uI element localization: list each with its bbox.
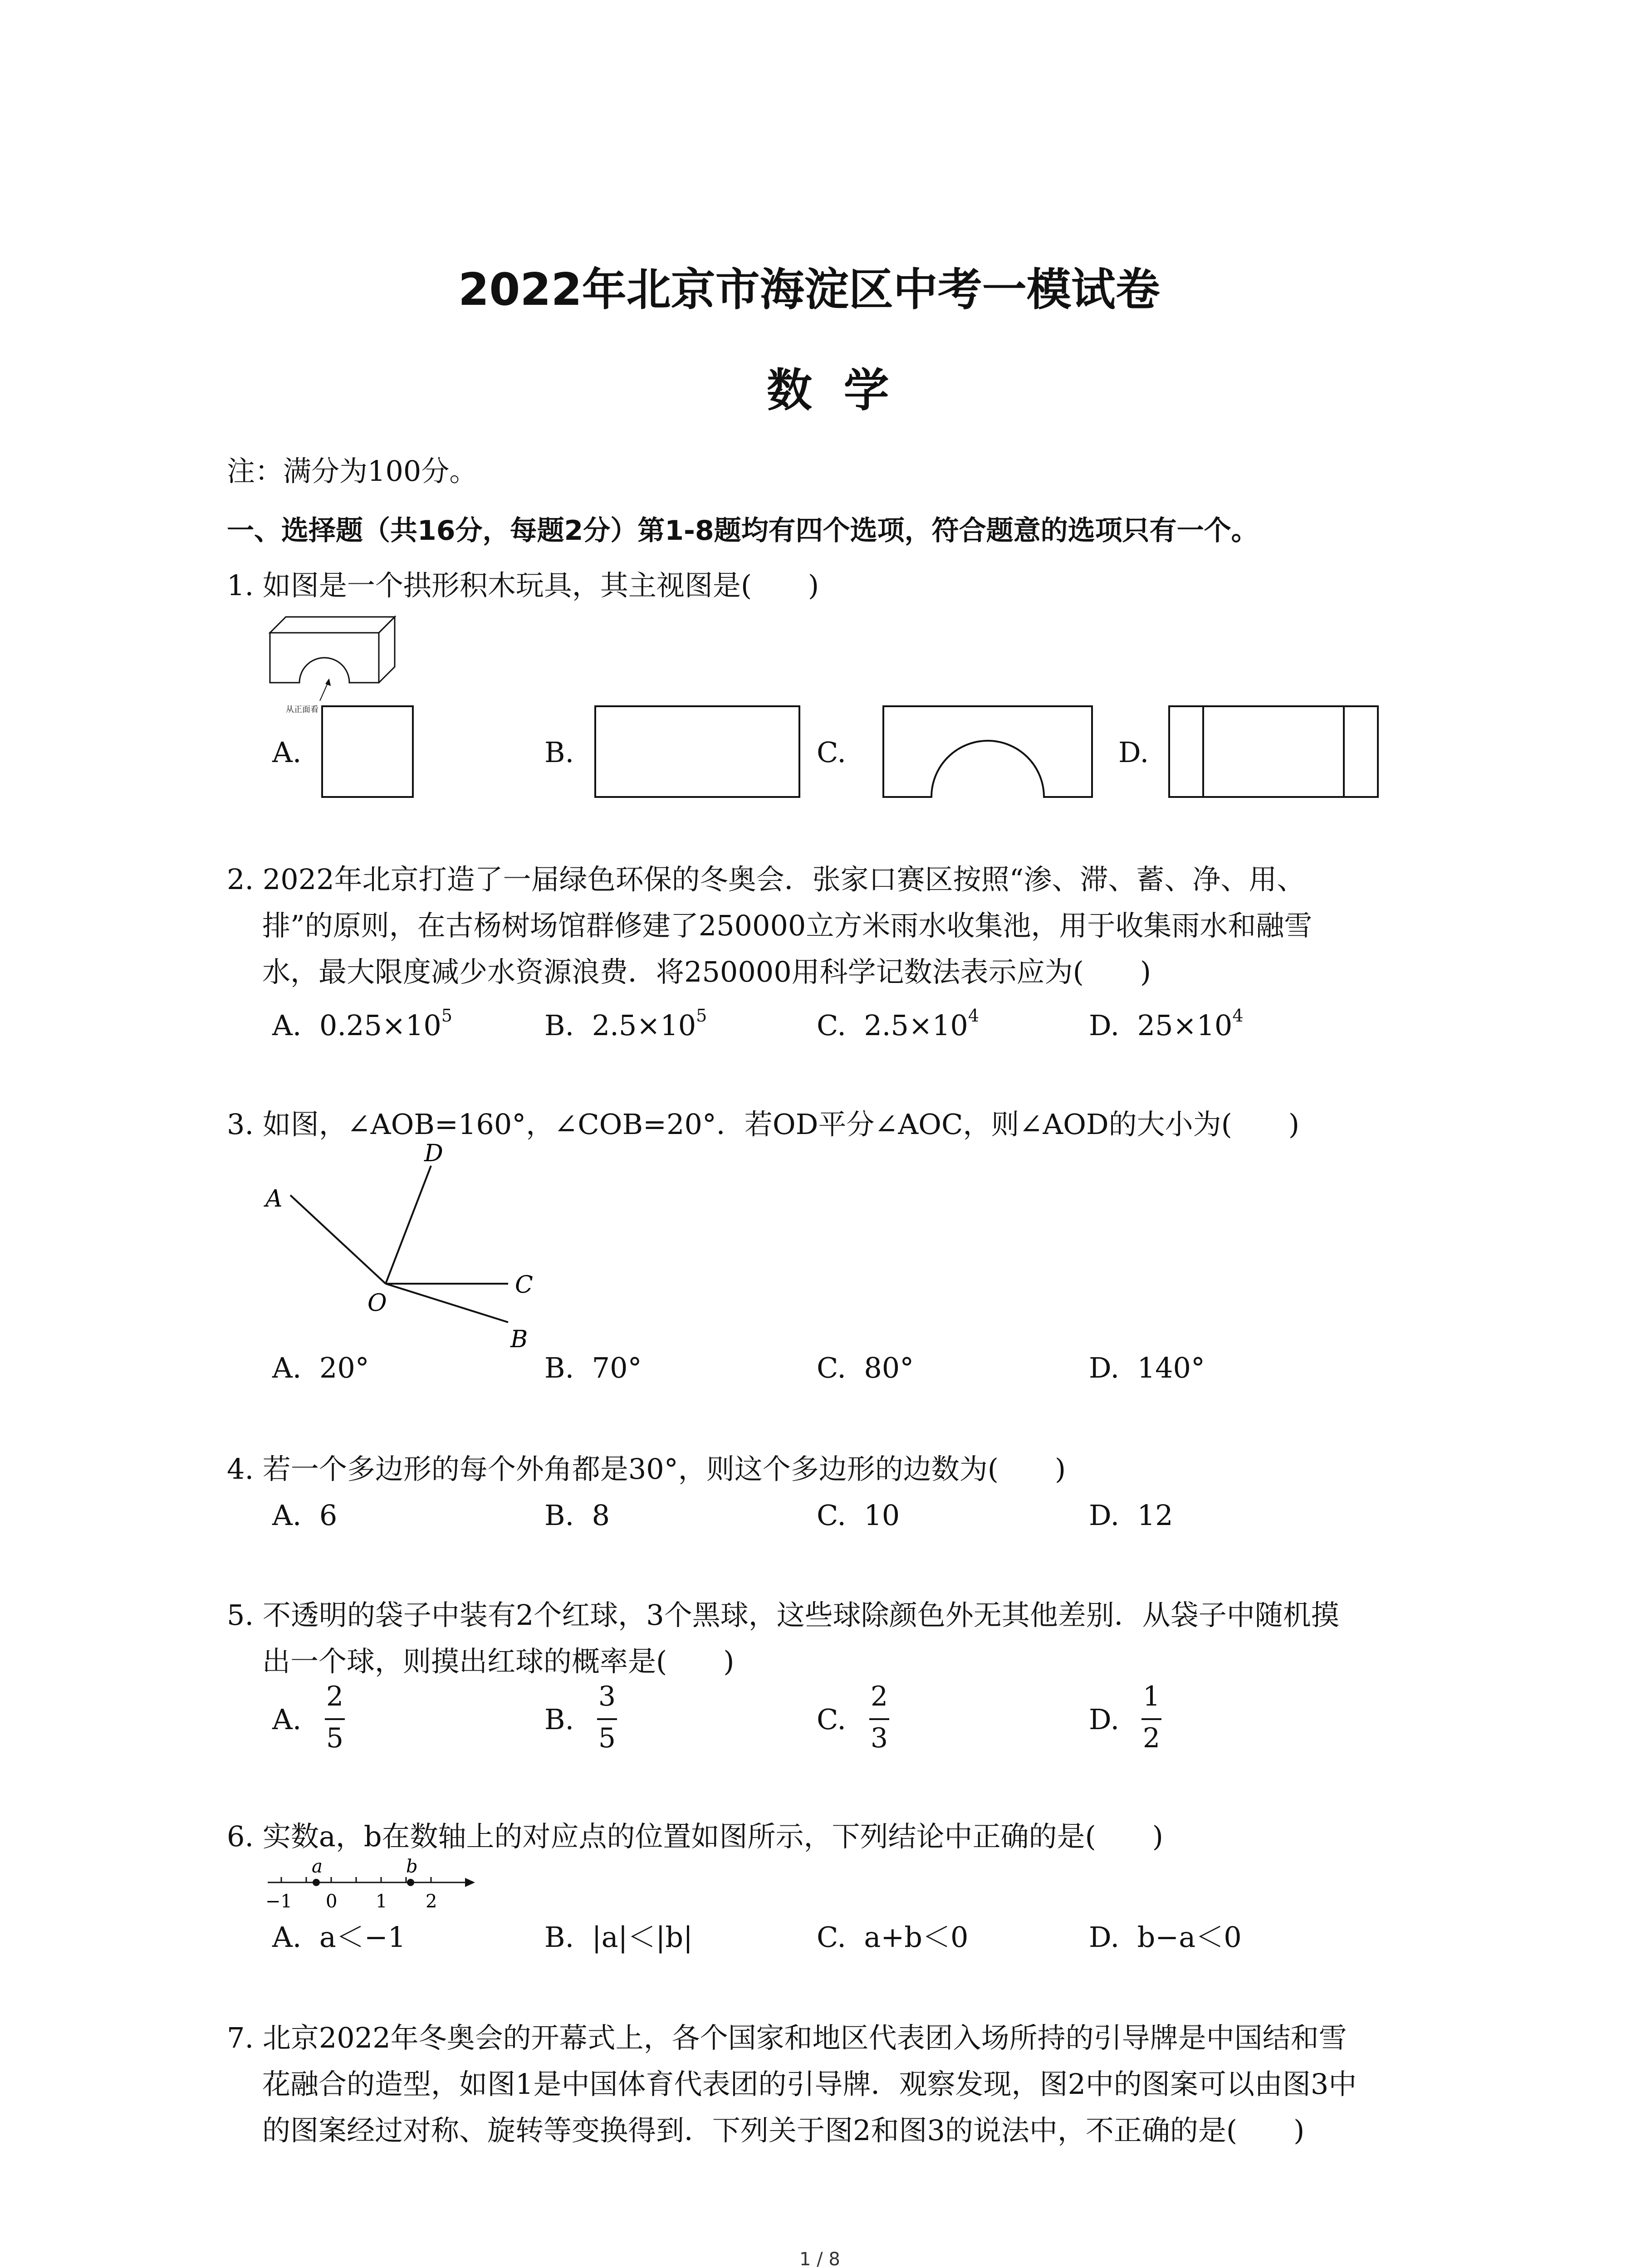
q7-line-2: 花融合的造型，如图1是中国体育代表团的引导牌．观察发现，图2中的图案可以由图3中	[262, 2068, 1357, 2101]
q6-tick-neg1: −1	[265, 1891, 292, 1912]
q4-option-c: C. 10	[817, 1499, 900, 1532]
q1-option-c-shape	[882, 705, 1096, 801]
q4-stem: 4. 若一个多边形的每个外角都是30°，则这个多边形的边数为( )	[227, 1452, 1066, 1486]
q4-option-d: D. 12	[1089, 1499, 1173, 1532]
q5-option-c-den: 3	[870, 1722, 888, 1754]
subject-title: 数 学	[767, 364, 889, 417]
q1-option-b: B.	[544, 736, 574, 769]
q2-line-2: 排”的原则，在古杨树场馆群修建了250000立方米雨水收集池，用于收集雨水和融雪	[262, 909, 1313, 942]
q6-number-line	[265, 1851, 483, 1919]
q5-option-b-den: 5	[598, 1722, 616, 1754]
q1-option-b-shape	[594, 705, 803, 801]
q6-tick-0: 0	[326, 1891, 338, 1912]
section-heading: 一、选择题（共16分，每题2分）第1-8题均有四个选项，符合题意的选项只有一个。	[227, 515, 1259, 547]
fraction-bar	[597, 1718, 617, 1720]
q1-option-a-shape	[321, 705, 416, 801]
q2-option-d-base: 25×10	[1137, 1009, 1233, 1042]
q2-option-c-exp: 4	[968, 1006, 979, 1026]
q5-line-2: 出一个球，则摸出红球的概率是( )	[262, 1645, 735, 1678]
q5-option-a-den: 5	[326, 1722, 344, 1754]
q5-option-d-den: 2	[1142, 1722, 1161, 1754]
q1-option-a: A.	[272, 736, 302, 769]
q6-option-d: D. b−a＜0	[1089, 1921, 1242, 1954]
fraction-bar	[325, 1718, 345, 1720]
q1-figure-caption: 从正面看	[286, 705, 318, 714]
q5-option-c-num: 2	[870, 1681, 888, 1712]
fraction-bar	[869, 1718, 889, 1720]
q2-option-a	[272, 1006, 452, 1042]
q1-option-d-shape	[1168, 705, 1381, 801]
q2-option-c-base: 2.5×10	[864, 1009, 968, 1042]
q3-stem: 3. 如图，∠AOB=160°，∠COB=20°．若OD平分∠AOC，则∠AOD的大小为( )	[227, 1108, 1300, 1141]
page-number: 1 / 8	[799, 2249, 840, 2268]
q5-option-c-label: C.	[817, 1703, 846, 1736]
q1-stem: 1. 如图是一个拱形积木玩具，其主视图是( )	[227, 569, 819, 602]
q6-option-c: C. a+b＜0	[817, 1921, 969, 1954]
q5-option-d-num: 1	[1142, 1681, 1161, 1712]
q3-option-a: A. 20°	[272, 1351, 369, 1384]
q1-option-c: C.	[817, 736, 846, 769]
q1-option-d: D.	[1118, 736, 1149, 769]
q2-option-b	[544, 1006, 707, 1042]
q6-stem: 6. 实数a，b在数轴上的对应点的位置如图所示，下列结论中正确的是( )	[227, 1820, 1163, 1853]
q3-point-o: O	[367, 1290, 387, 1317]
q2-line-3: 水，最大限度减少水资源浪费．将250000用科学记数法表示应为( )	[262, 955, 1151, 988]
q2-option-d	[1089, 1006, 1244, 1042]
q3-option-c: C. 80°	[817, 1351, 914, 1384]
q2-option-d-exp: 4	[1232, 1006, 1244, 1026]
q2-option-a-base: 0.25×10	[319, 1009, 441, 1042]
q3-option-d: D. 140°	[1089, 1351, 1205, 1384]
q3-option-b: B. 70°	[544, 1351, 642, 1384]
q7-line-1: 7. 北京2022年冬奥会的开幕式上，各个国家和地区代表团入场所持的引导牌是中国结和雪	[227, 2021, 1347, 2054]
q5-option-d-label: D.	[1089, 1703, 1120, 1736]
q5-option-b-num: 3	[598, 1681, 616, 1712]
q3-point-a: A	[265, 1185, 283, 1212]
q1-block-figure	[268, 612, 404, 708]
q5-option-a-num: 2	[326, 1681, 344, 1712]
q5-line-1: 5. 不透明的袋子中装有2个红球，3个黑球，这些球除颜色外无其他差别．从袋子中随机摸	[227, 1598, 1339, 1632]
q6-label-b: b	[406, 1856, 418, 1877]
q4-option-b: B. 8	[544, 1499, 610, 1532]
q2-option-d-label: D.	[1089, 1009, 1120, 1042]
q3-angle-figure	[263, 1140, 554, 1353]
q6-tick-1: 1	[376, 1891, 387, 1912]
q7-line-3: 的图案经过对称、旋转等变换得到．下列关于图2和图3的说法中，不正确的是( )	[262, 2114, 1305, 2147]
q2-option-a-exp: 5	[441, 1006, 452, 1026]
q3-point-d: D	[424, 1140, 443, 1167]
q5-option-a-label: A.	[272, 1703, 302, 1736]
q5-option-b-label: B.	[544, 1703, 574, 1736]
q6-tick-2: 2	[426, 1891, 437, 1912]
q6-option-b: B. |a|＜|b|	[544, 1921, 693, 1954]
q2-option-b-label: B.	[544, 1009, 574, 1042]
q2-option-a-label: A.	[272, 1009, 302, 1042]
q3-point-b: B	[510, 1326, 528, 1353]
q4-option-a: A. 6	[272, 1499, 338, 1532]
fraction-bar	[1141, 1718, 1161, 1720]
q2-line-1: 2. 2022年北京打造了一届绿色环保的冬奥会．张家口赛区按照“渗、滞、蓄、净、用、	[227, 863, 1305, 896]
q6-option-a: A. a＜−1	[272, 1921, 406, 1954]
q2-option-c-label: C.	[817, 1009, 846, 1042]
q2-option-c	[817, 1006, 979, 1042]
score-note: 注：满分为100分。	[227, 455, 478, 488]
q3-point-c: C	[515, 1271, 533, 1299]
q2-option-b-base: 2.5×10	[592, 1009, 696, 1042]
q2-option-b-exp: 5	[696, 1006, 707, 1026]
q6-label-a: a	[312, 1856, 323, 1877]
exam-title: 2022年北京市海淀区中考一模试卷	[458, 264, 1160, 316]
